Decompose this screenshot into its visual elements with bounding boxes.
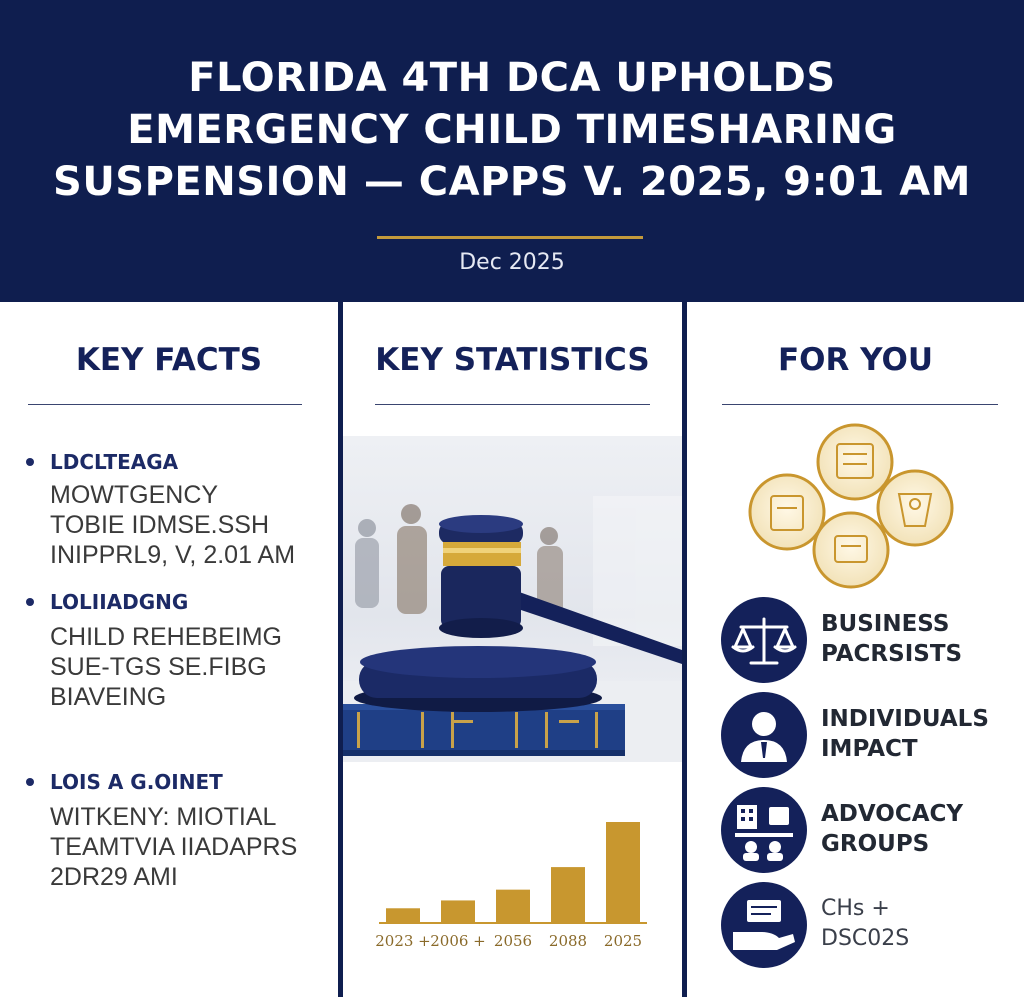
header-banner — [0, 0, 1024, 302]
for-you-title: FOR YOU — [777, 342, 934, 378]
key-facts-column — [0, 302, 338, 997]
tick-label-2056: 2056 — [493, 932, 533, 950]
scales-of-justice-icon — [721, 597, 807, 683]
page-title — [30, 52, 994, 208]
bar-group — [386, 822, 640, 922]
audience-other — [721, 882, 1021, 972]
header-gold-rule — [377, 236, 643, 239]
audience-label-line: BUSINESS — [821, 611, 950, 637]
bullet-icon — [26, 778, 34, 786]
fact-item-1 — [24, 450, 334, 570]
bar-2088 — [551, 867, 585, 922]
audience-label — [821, 894, 909, 954]
audience-label-line: GROUPS — [821, 831, 930, 857]
fact-item-2 — [24, 590, 334, 712]
person-icon — [721, 692, 807, 778]
fact-line: CHILD REHEBEIMG — [50, 623, 282, 651]
bullet-icon — [26, 598, 34, 606]
fact-heading: LOLIIADGNG — [50, 590, 189, 614]
fact-line: WITKENY: MIOTIAL — [50, 803, 277, 831]
for-you-column — [687, 302, 1024, 997]
gold-medallions-icon — [747, 422, 967, 592]
x-axis-tick-labels — [375, 932, 642, 950]
bar-2025 — [606, 822, 640, 922]
title-line-3: SUSPENSION — CAPPS V. 2025, 9:01 AM — [53, 159, 971, 205]
handshake-document-icon — [721, 882, 807, 968]
tick-label-2025: 2025 — [603, 932, 643, 950]
audience-label-line: ADVOCACY — [821, 801, 964, 827]
fact-line: MOWTGENCY — [50, 481, 219, 509]
bar-2023 — [386, 908, 420, 922]
title-line-1: FLORIDA 4TH DCA UPHOLDS — [188, 55, 836, 101]
fact-line: BIAVEING — [50, 683, 167, 711]
audience-advocacy — [721, 787, 1021, 877]
fact-item-3 — [24, 770, 334, 892]
bar-2056 — [496, 890, 530, 922]
audience-label-line: INDIVIDUALS — [821, 706, 989, 732]
tick-label-2006: 2006 + — [430, 932, 486, 950]
tick-label-2088: 2088 — [548, 932, 588, 950]
key-statistics-column — [343, 302, 682, 997]
key-facts-rule — [28, 404, 302, 405]
fact-line: INIPPRL9, V, 2.01 AM — [50, 541, 296, 569]
tick-label-2023: 2023 + — [375, 932, 431, 950]
bullet-icon — [26, 458, 34, 466]
statistics-bar-chart — [343, 802, 682, 962]
gavel-photo — [343, 436, 682, 762]
title-line-2: EMERGENCY CHILD TIMESHARING — [127, 107, 897, 153]
people-building-icon — [721, 787, 807, 873]
fact-line: SUE-TGS SE.FIBG — [50, 653, 267, 681]
audience-label — [821, 799, 963, 859]
audience-label — [821, 704, 989, 764]
key-statistics-title: KEY STATISTICS — [375, 342, 650, 378]
audience-business — [721, 597, 1021, 687]
bar-2006 — [441, 900, 475, 922]
header-date: Dec 2025 — [459, 250, 565, 275]
gavel-illustration — [343, 436, 682, 762]
audience-label-line: IMPACT — [821, 736, 918, 762]
key-facts-title: KEY FACTS — [75, 342, 263, 378]
audience-label-line: CHs + — [821, 896, 890, 921]
fact-line: TEAMTVIA IIADAPRS — [50, 833, 298, 861]
gavel-head — [439, 515, 523, 638]
audience-label — [821, 609, 962, 669]
fact-heading: LDCLTEAGA — [50, 450, 179, 474]
audience-label-line: DSC02S — [821, 926, 910, 951]
audience-individuals — [721, 692, 1021, 782]
fact-line: 2DR29 AMI — [50, 863, 178, 891]
fact-heading: LOIS A G.OINET — [50, 770, 223, 794]
audience-label-line: PACRSISTS — [821, 641, 963, 667]
key-statistics-rule — [375, 404, 650, 405]
fact-line: TOBIE IDMSE.SSH — [50, 511, 270, 539]
for-you-rule — [722, 404, 998, 405]
